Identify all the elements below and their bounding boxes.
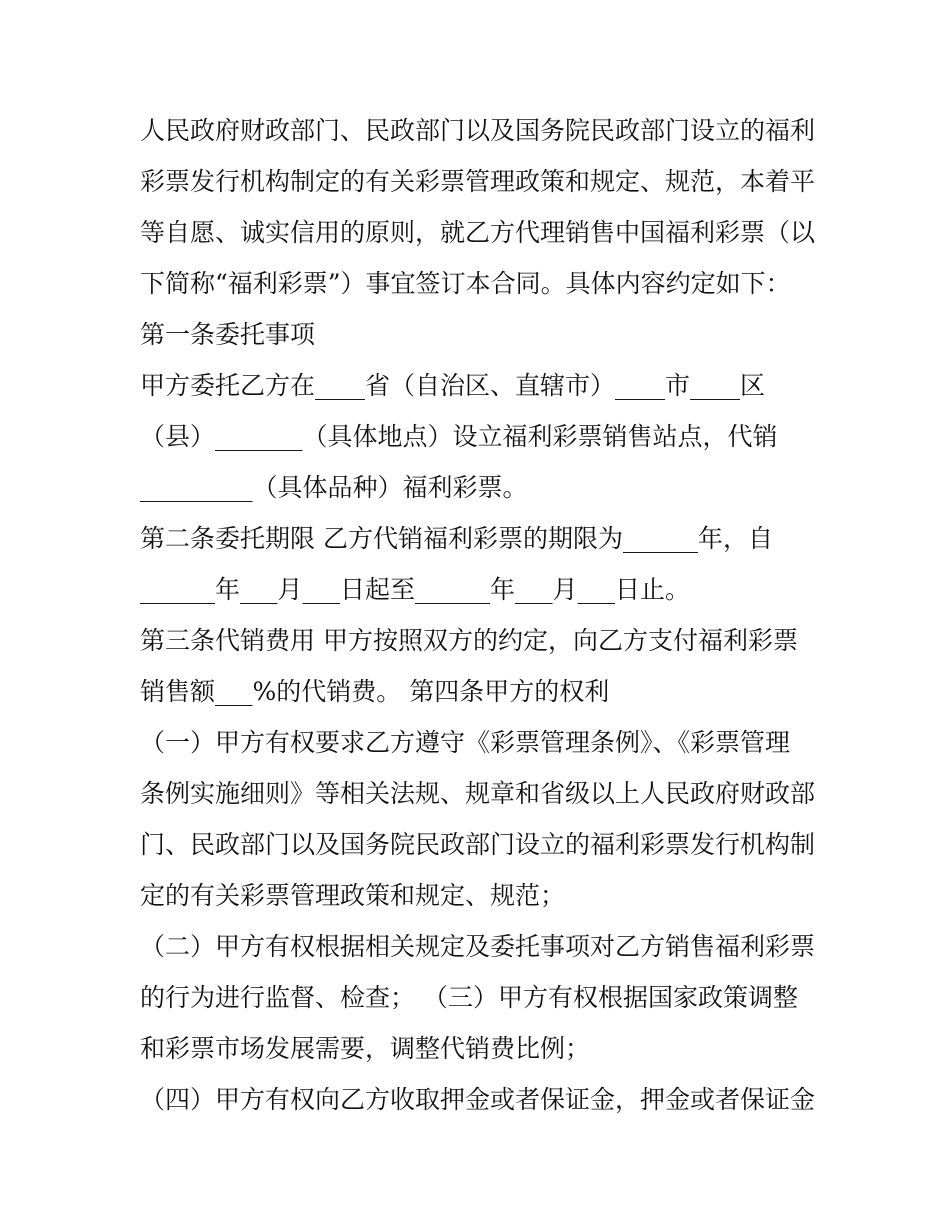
text-line: 条例实施细则》等相关法规、规章和省级以上人民政府财政部 [140, 779, 816, 808]
text-line: 的行为进行监督、检查； （三）甲方有权根据国家政策调整 [140, 983, 798, 1012]
article-1-heading: 第一条委托事项 [140, 320, 316, 349]
text-line: _________（具体品种）福利彩票。 [140, 473, 528, 502]
document-body [140, 105, 820, 1125]
text-line: 人民政府财政部门、民政部门以及国务院民政部门设立的福利 [140, 116, 816, 145]
article-3-line: 第三条代销费用 甲方按照双方的约定，向乙方支付福利彩票 [140, 626, 798, 655]
text-line: 门、民政部门以及国务院民政部门设立的福利彩票发行机构制 [140, 830, 816, 859]
text-line: 甲方委托乙方在____省（自治区、直辖市）____市____区 [140, 371, 766, 400]
text-line: 和彩票市场发展需要，调整代销费比例； [140, 1034, 591, 1063]
text-line: 等自愿、诚实信用的原则，就乙方代理销售中国福利彩票（以 [140, 218, 816, 247]
clause-1-line: （一）甲方有权要求乙方遵守《彩票管理条例》、《彩票管理 [140, 728, 791, 757]
text-line: 销售额___%的代销费。 第四条甲方的权利 [140, 677, 610, 706]
text-line: （县）_______（具体地点）设立福利彩票销售站点，代销 [140, 422, 778, 451]
clause-2-line: （二）甲方有权根据相关规定及委托事项对乙方销售福利彩票 [140, 932, 816, 961]
text-line: 定的有关彩票管理政策和规定、规范； [140, 881, 566, 910]
text-line: 下简称“福利彩票”）事宜签订本合同。具体内容约定如下： [140, 269, 791, 298]
article-2-line: 第二条委托期限 乙方代销福利彩票的期限为______年，自 [140, 524, 773, 553]
text-line: 彩票发行机构制定的有关彩票管理政策和规定、规范，本着平 [140, 167, 816, 196]
clause-4-line: （四）甲方有权向乙方收取押金或者保证金，押金或者保证金 [140, 1085, 816, 1114]
text-line: ______年___月___日起至______年___月___日止。 [140, 575, 691, 604]
